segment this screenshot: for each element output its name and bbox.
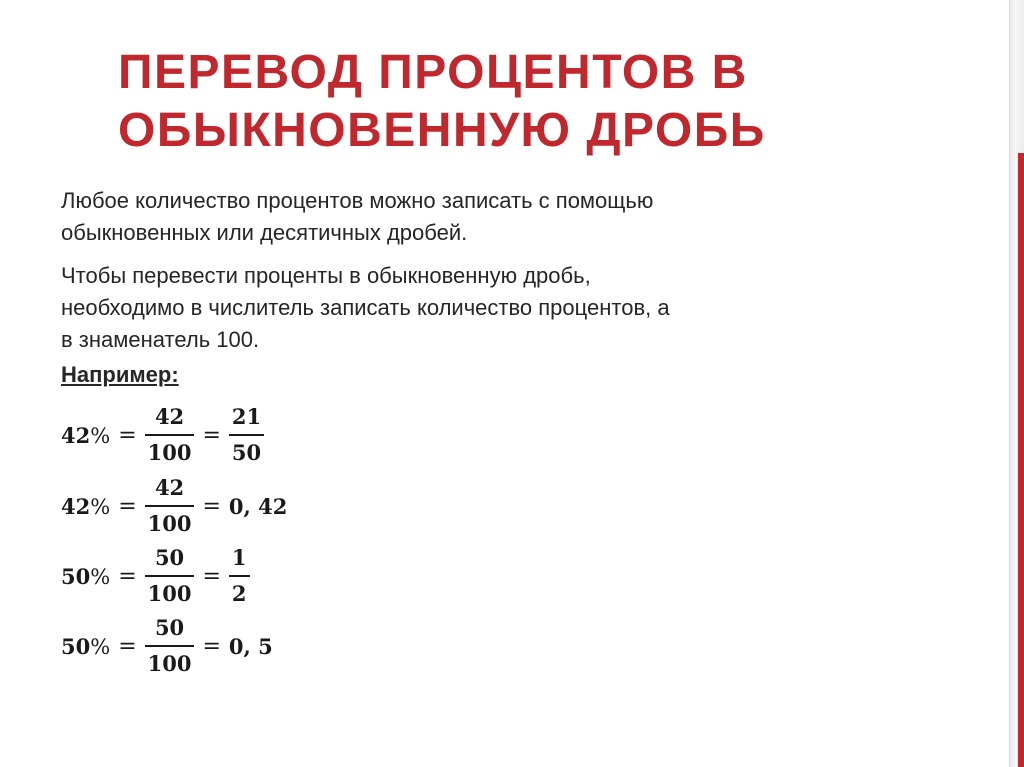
equals-sign: = (202, 493, 221, 519)
fraction-denominator: 100 (147, 581, 192, 606)
fraction-bar (145, 645, 195, 647)
accent-bar (1018, 153, 1024, 767)
paragraph-line: необходимо в числитель записать количество процентов, а (61, 295, 670, 320)
title-line-1: ПЕРЕВОД ПРОЦЕНТОВ В (118, 46, 748, 99)
title-line-2: ОБЫКНОВЕННУЮ ДРОБЬ (118, 104, 766, 157)
equals-sign: = (118, 422, 137, 448)
equals-sign: = (118, 633, 137, 659)
fraction (145, 544, 195, 608)
formula-4 (61, 611, 273, 681)
paragraph-line: Любое количество процентов можно записать с помощью (61, 188, 654, 213)
paragraph-line: в знаменатель 100. (61, 327, 260, 352)
decimal-result: 0, 42 (228, 493, 288, 519)
formula-percent: 50% (61, 633, 111, 659)
fraction-bar (145, 575, 195, 577)
paragraph-rule (61, 260, 901, 356)
paragraph-line: Чтобы перевести проценты в обыкновенную дробь, (61, 263, 591, 288)
fraction-result (229, 403, 264, 467)
fraction-bar (229, 575, 250, 577)
fraction-result (229, 544, 250, 608)
equals-sign: = (202, 633, 221, 659)
fraction-denominator: 100 (147, 511, 192, 536)
paragraph-intro (61, 185, 901, 249)
example-label: Например: (61, 362, 179, 387)
body-text (61, 185, 901, 356)
formula-percent: 42% (61, 422, 111, 448)
fraction-numerator: 1 (231, 545, 247, 570)
equals-sign: = (202, 563, 221, 589)
fraction-numerator: 42 (154, 404, 185, 429)
fraction-bar (145, 505, 195, 507)
formula-1 (61, 400, 264, 470)
fraction-numerator: 50 (154, 615, 185, 640)
fraction (145, 474, 195, 538)
equals-sign: = (118, 563, 137, 589)
equals-sign: = (202, 422, 221, 448)
formula-percent: 50% (61, 563, 111, 589)
equals-sign: = (118, 493, 137, 519)
fraction-numerator: 42 (154, 475, 185, 500)
fraction (145, 403, 195, 467)
formula-3 (61, 541, 250, 611)
decimal-result: 0, 5 (228, 633, 273, 659)
fraction-denominator: 50 (231, 440, 262, 465)
fraction-denominator: 100 (147, 440, 192, 465)
fraction-denominator: 100 (147, 651, 192, 676)
fraction (145, 614, 195, 678)
fraction-numerator: 50 (154, 545, 185, 570)
formula-2 (61, 471, 287, 541)
fraction-numerator: 21 (231, 404, 262, 429)
formula-percent: 42% (61, 493, 111, 519)
slide-title (118, 44, 918, 160)
fraction-denominator: 2 (231, 581, 247, 606)
fraction-bar (229, 434, 264, 436)
fraction-bar (145, 434, 195, 436)
paragraph-line: обыкновенных или десятичных дробей. (61, 220, 468, 245)
